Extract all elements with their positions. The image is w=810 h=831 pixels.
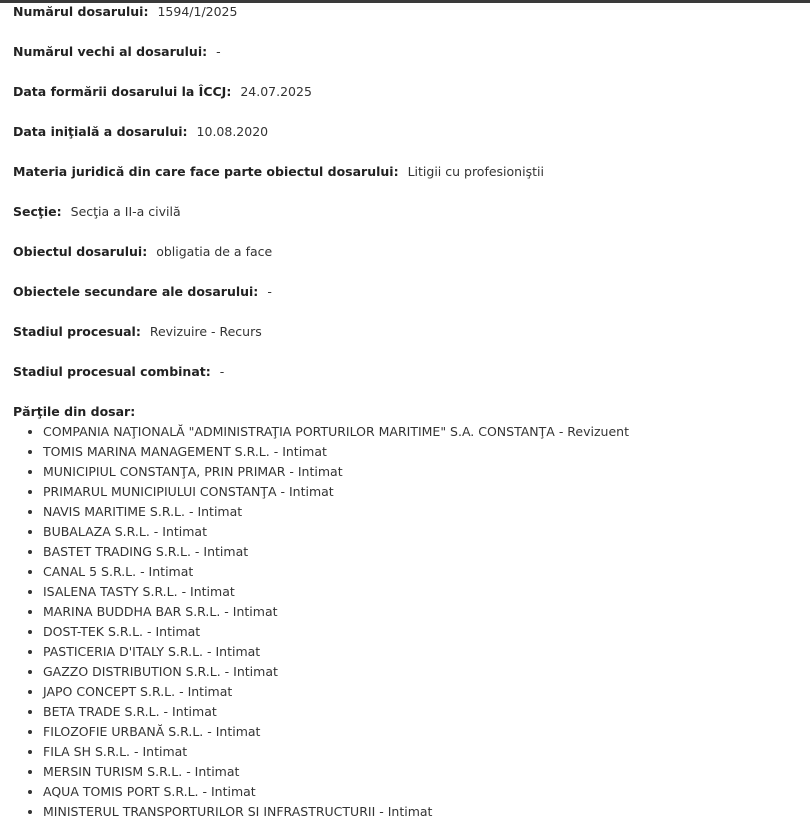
party-list-item: • PASTICERIA D'ITALY S.R.L. - Intimat — [43, 644, 803, 664]
top-border — [0, 0, 810, 3]
field-label: Stadiul procesual combinat: — [13, 364, 211, 379]
party-list-item: • JAPO CONCEPT S.R.L. - Intimat — [43, 684, 803, 704]
field-row — [13, 364, 803, 404]
field-label: Numărul vechi al dosarului: — [13, 44, 208, 59]
party-list-item: • FILOZOFIE URBANĂ S.R.L. - Intimat — [43, 724, 803, 744]
field-value: obligatia de a face — [156, 244, 273, 259]
case-fields — [13, 4, 803, 404]
field-value: Revizuire - Recurs — [149, 324, 262, 339]
party-list-item: • BETA TRADE S.R.L. - Intimat — [43, 704, 803, 724]
party-list-item: • COMPANIA NAŢIONALĂ "ADMINISTRAŢIA PORTURILOR MARITIME" S.A. CONSTANŢA - Revizuent — [43, 424, 803, 444]
field-value: 10.08.2020 — [196, 124, 269, 139]
field-label: Numărul dosarului: — [13, 4, 149, 19]
party-list-item: • ISALENA TASTY S.R.L. - Intimat — [43, 584, 803, 604]
party-list-item: • NAVIS MARITIME S.R.L. - Intimat — [43, 504, 803, 524]
field-row — [13, 164, 803, 204]
party-list-item: • MINISTERUL TRANSPORTURILOR SI INFRASTRUCTURII - Intimat — [43, 804, 803, 824]
party-list-item: • GAZZO DISTRIBUTION S.R.L. - Intimat — [43, 664, 803, 684]
field-label: Data formării dosarului la ÎCCJ: — [13, 84, 232, 99]
party-list-item: • DOST-TEK S.R.L. - Intimat — [43, 624, 803, 644]
parties-list — [13, 424, 803, 824]
field-label: Obiectul dosarului: — [13, 244, 148, 259]
field-row — [13, 44, 803, 84]
party-list-item: • PRIMARUL MUNICIPIULUI CONSTANŢA - Intimat — [43, 484, 803, 504]
field-value: 24.07.2025 — [240, 84, 312, 99]
party-list-item: • TOMIS MARINA MANAGEMENT S.R.L. - Intimat — [43, 444, 803, 464]
field-row — [13, 324, 803, 364]
field-row — [13, 244, 803, 284]
field-value: Secţia a II-a civilă — [70, 204, 181, 219]
field-value: - — [216, 44, 221, 59]
party-list-item: • MARINA BUDDHA BAR S.R.L. - Intimat — [43, 604, 803, 624]
case-details — [13, 4, 803, 824]
field-label: Secţie: — [13, 204, 62, 219]
field-row — [13, 4, 803, 44]
field-label: Stadiul procesual: — [13, 324, 141, 339]
field-row — [13, 204, 803, 244]
field-label: Data iniţială a dosarului: — [13, 124, 188, 139]
field-label: Materia juridică din care face parte obiectul dosarului: — [13, 164, 399, 179]
party-list-item: • AQUA TOMIS PORT S.R.L. - Intimat — [43, 784, 803, 804]
field-value: - — [219, 364, 225, 379]
field-label: Obiectele secundare ale dosarului: — [13, 284, 259, 299]
party-list-item: • FILA SH S.R.L. - Intimat — [43, 744, 803, 764]
field-value: Litigii cu profesioniştii — [407, 164, 544, 179]
field-row — [13, 284, 803, 324]
field-row — [13, 124, 803, 164]
field-value: - — [267, 284, 272, 299]
party-list-item: • BASTET TRADING S.R.L. - Intimat — [43, 544, 803, 564]
party-list-item: • MERSIN TURISM S.R.L. - Intimat — [43, 764, 803, 784]
party-list-item: • BUBALAZA S.R.L. - Intimat — [43, 524, 803, 544]
field-value: 1594/1/2025 — [157, 4, 238, 19]
party-list-item: • MUNICIPIUL CONSTANŢA, PRIN PRIMAR - Intimat — [43, 464, 803, 484]
parties-label: Părţile din dosar: — [13, 404, 136, 419]
party-list-item: • CANAL 5 S.R.L. - Intimat — [43, 564, 803, 584]
field-row — [13, 84, 803, 124]
